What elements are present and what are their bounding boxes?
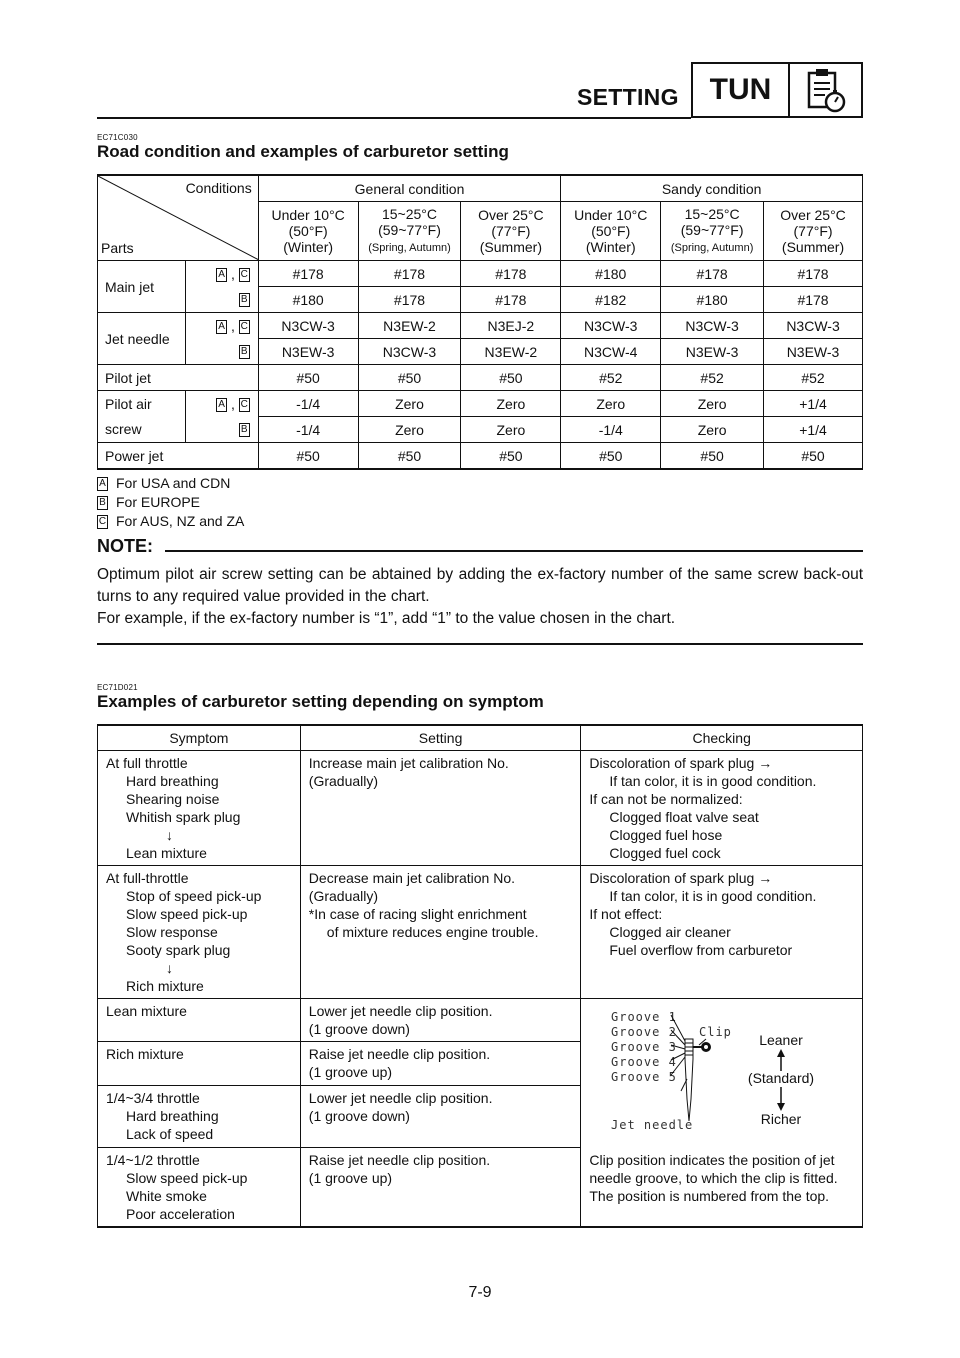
column-header: Checking — [581, 725, 863, 751]
table-cell: #180 — [561, 261, 661, 287]
legend-item: C For AUS, NZ and ZA — [98, 513, 245, 529]
table-cell: #180 — [258, 287, 358, 313]
clip-label: Clip — [699, 1025, 733, 1039]
page-number: 7-9 — [468, 1284, 492, 1301]
column-header: Under 10°C (50°F) (Winter) — [258, 202, 358, 261]
groove-label: Groove 3 — [611, 1040, 678, 1054]
section-code: EC71D021 — [97, 683, 138, 692]
section-code: EC71C030 — [97, 133, 138, 142]
header-rule — [97, 117, 691, 119]
table-cell: N3CW-3 — [561, 313, 661, 339]
column-header: 15~25°C (59~77°F) (Spring, Autumn) — [358, 202, 461, 261]
table-cell: Zero — [358, 417, 461, 443]
groove-label: Groove 5 — [611, 1070, 678, 1084]
row-label-main-jet: Main jet — [98, 261, 186, 313]
table-cell: #52 — [561, 365, 661, 391]
table-cell: N3CW-3 — [258, 313, 358, 339]
column-header: Over 25°C (77°F) (Summer) — [461, 202, 561, 261]
chapter-label: TUN — [709, 73, 772, 106]
standard-label: (Standard) — [748, 1070, 815, 1086]
table-cell: N3CW-3 — [661, 313, 764, 339]
table-corner — [98, 175, 259, 261]
conditions-label: Conditions — [185, 180, 252, 196]
row-label-pilot-air: Pilot air — [98, 391, 186, 417]
table-cell: +1/4 — [764, 417, 863, 443]
table-cell: N3EW-2 — [358, 313, 461, 339]
table-cell: #50 — [358, 365, 461, 391]
table-cell: #178 — [461, 287, 561, 313]
table-cell: N3EW-2 — [461, 339, 561, 365]
table-cell: #52 — [764, 365, 863, 391]
chapter-divider — [788, 64, 790, 116]
symptom-cell: 1/4~1/2 throttle Slow speed pick-up White smoke Poor acceleration — [98, 1148, 301, 1228]
section-heading: Examples of carburetor setting depending on symptom — [97, 692, 544, 711]
table-cell: #180 — [661, 287, 764, 313]
symptom-cell: 1/4~3/4 throttle Hard breathing Lack of speed — [98, 1086, 301, 1148]
region-mark: B — [185, 417, 258, 443]
groove-label: Groove 2 — [611, 1025, 678, 1039]
table-cell: #52 — [661, 365, 764, 391]
table-cell: #50 — [661, 443, 764, 470]
note-paragraph: For example, if the ex-factory number is “1”, add “1” to the value chosen in the chart. — [97, 610, 676, 627]
table-cell: #50 — [358, 443, 461, 470]
section-heading: Road condition and examples of carburetor setting — [97, 142, 509, 161]
table-cell: N3EW-3 — [258, 339, 358, 365]
table-cell: Zero — [661, 391, 764, 417]
groove-label: Groove 1 — [611, 1010, 678, 1024]
row-label-screw: screw — [98, 417, 186, 443]
jet-needle-diagram — [581, 999, 861, 1139]
table-cell: N3EW-3 — [661, 339, 764, 365]
region-mark: A , C — [185, 391, 258, 417]
table-cell: Zero — [461, 417, 561, 443]
row-label-pilot-jet: Pilot jet — [98, 365, 259, 391]
note-rule — [165, 550, 863, 552]
legend-item: A For USA and CDN — [97, 475, 230, 491]
row-label-power-jet: Power jet — [98, 443, 259, 470]
symptom-cell: Lean mixture — [98, 999, 301, 1042]
table-cell: -1/4 — [258, 391, 358, 417]
column-header: Under 10°C (50°F) (Winter) — [561, 202, 661, 261]
table-cell: #178 — [461, 261, 561, 287]
parts-label: Parts — [101, 240, 134, 256]
region-mark: A , C — [185, 313, 258, 339]
table-cell: #178 — [764, 261, 863, 287]
groove-label: Groove 4 — [611, 1055, 678, 1069]
clip-diagram-cell — [581, 999, 863, 1228]
chapter-tab — [691, 62, 863, 118]
table-cell: +1/4 — [764, 391, 863, 417]
table-cell: N3EW-3 — [764, 339, 863, 365]
checking-cell: Discoloration of spark plug → If tan color, it is in good condition. If not effect: Clogged air cleaner Fuel overflow from carburetor — [581, 866, 863, 999]
table-cell: N3EJ-2 — [461, 313, 561, 339]
setting-cell: Raise jet needle clip position. (1 groove up) — [300, 1042, 581, 1086]
table-cell: #50 — [258, 365, 358, 391]
region-mark: B — [185, 287, 258, 313]
leaner-label: Leaner — [759, 1032, 804, 1048]
table-cell: #178 — [764, 287, 863, 313]
table-cell: #178 — [358, 261, 461, 287]
setting-cell: Decrease main jet calibration No. (Gradually) *In case of racing slight enrichment of mixture reduces engine trouble. — [300, 866, 581, 999]
table-cell: N3CW-3 — [358, 339, 461, 365]
table-cell: Zero — [561, 391, 661, 417]
table-cell: N3CW-4 — [561, 339, 661, 365]
clipboard-stopwatch-icon — [803, 68, 851, 114]
row-label-jet-needle: Jet needle — [98, 313, 186, 365]
table-cell: #178 — [258, 261, 358, 287]
note-end-rule — [97, 643, 863, 645]
column-header: Setting — [300, 725, 581, 751]
note-label: NOTE: — [97, 536, 153, 556]
clip-caption: Clip position indicates the position of jet needle groove, to which the clip is fitted. The position is numbered from the top. — [589, 1152, 838, 1204]
table-cell: #50 — [461, 365, 561, 391]
symptom-cell: Rich mixture — [98, 1042, 301, 1086]
setting-cell: Lower jet needle clip position. (1 groove down) — [300, 1086, 581, 1148]
table-cell: Zero — [461, 391, 561, 417]
column-header: Over 25°C (77°F) (Summer) — [764, 202, 863, 261]
table-cell: N3CW-3 — [764, 313, 863, 339]
table-cell: #50 — [561, 443, 661, 470]
arrow-down-icon — [777, 1103, 785, 1111]
table-cell: Zero — [358, 391, 461, 417]
table-cell: #178 — [661, 261, 764, 287]
needle-label: Jet needle — [611, 1118, 694, 1132]
carburetor-setting-table — [97, 174, 863, 470]
symptom-cell: At full throttle Hard breathing Shearing noise Whitish spark plug ↓ Lean mixture — [98, 751, 301, 866]
table-cell: -1/4 — [258, 417, 358, 443]
section-title: SETTING — [577, 84, 679, 110]
table-cell: #182 — [561, 287, 661, 313]
setting-cell: Lower jet needle clip position. (1 groove down) — [300, 999, 581, 1042]
setting-cell: Increase main jet calibration No. (Gradually) — [300, 751, 581, 866]
richer-label: Richer — [761, 1111, 802, 1127]
general-condition-header: General condition — [258, 175, 561, 202]
table-cell: #50 — [764, 443, 863, 470]
table-cell: #178 — [358, 287, 461, 313]
column-header: 15~25°C (59~77°F) (Spring, Autumn) — [661, 202, 764, 261]
region-mark: B — [185, 339, 258, 365]
sandy-condition-header: Sandy condition — [561, 175, 863, 202]
note-text — [97, 564, 863, 630]
table-cell: #50 — [258, 443, 358, 470]
legend-item: B For EUROPE — [97, 494, 200, 510]
setting-cell: Raise jet needle clip position. (1 groove up) — [300, 1148, 581, 1228]
table-cell: -1/4 — [561, 417, 661, 443]
table-cell: #50 — [461, 443, 561, 470]
column-header: Symptom — [98, 725, 301, 751]
table-cell: Zero — [661, 417, 764, 443]
symptom-setting-table — [97, 724, 863, 1228]
note-paragraph: Optimum pilot air screw setting can be abtained by adding the ex-factory number of the same screw back-out turns to any required value provided in the chart. — [97, 566, 863, 605]
arrow-up-icon — [777, 1049, 785, 1057]
checking-cell: Discoloration of spark plug → If tan color, it is in good condition. If can not be normalized: Clogged float valve seat Clogged fuel hose Clogged fuel cock — [581, 751, 863, 866]
region-mark: A , C — [185, 261, 258, 287]
symptom-cell: At full-throttle Stop of speed pick-up Slow speed pick-up Slow response Sooty spark plug ↓ Rich mixture — [98, 866, 301, 999]
